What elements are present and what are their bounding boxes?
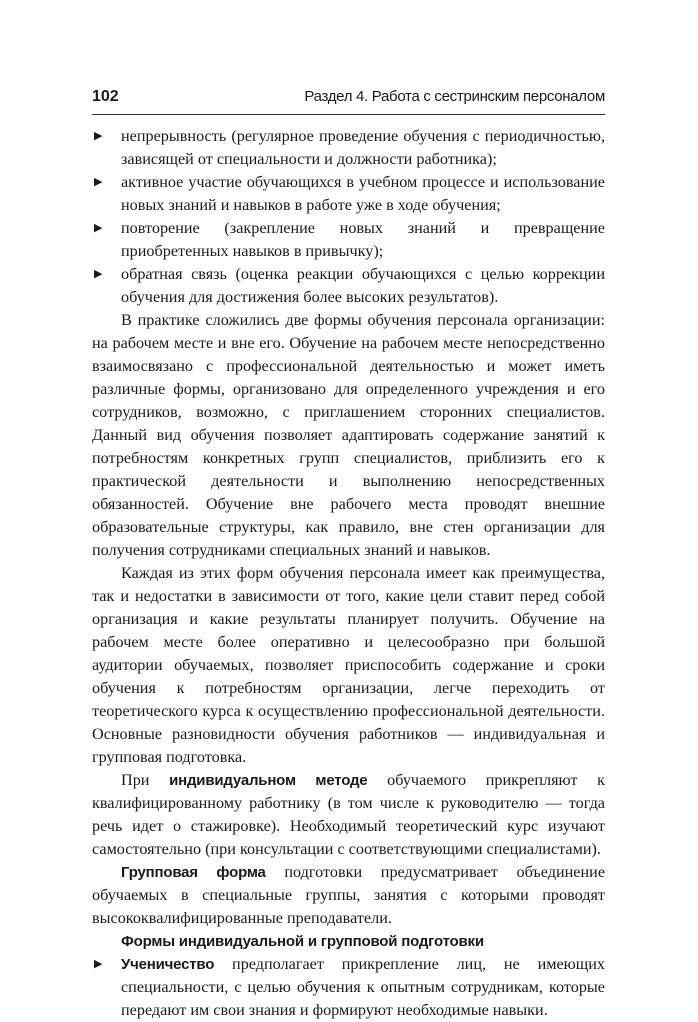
- paragraph-group-form: Групповая форма подготовки предусматривает объединение обучаемых в специальные группы, занятия с которыми проводят высококвалифицированные преподаватели.: [92, 863, 605, 927]
- triangle-bullet-icon: ▶: [94, 958, 103, 970]
- paragraph-advantages: Каждая из этих форм обучения персонала имеет как преимущества, так и недостатки в зависимости от того, какие цели ставит перед собой организация и какие результаты планирует получить. Обучение на рабочем месте более оперативно и целесообразно при большой аудитории обучаемых, позволяет приспособить содержание и сроки обучения к потребностям организации, легче переходить от теоретического курса к осуществлению профессиональной деятельности. Основные разновидности обучения работников — индивидуальная и групповая подготовка.: [92, 564, 605, 766]
- running-header: [92, 80, 605, 115]
- term-individual-method: индивидуальном методе: [169, 772, 368, 789]
- list-item: ▶ активное участие обучающихся в учебном процессе и использование новых знаний и навыков в работе уже в ходе обучения;: [94, 173, 605, 214]
- triangle-bullet-icon: ▶: [94, 130, 103, 142]
- term-apprenticeship: Ученичество: [121, 956, 215, 973]
- list-item: ▶ повторение (закрепление новых знаний и превращение приобретенных навыков в привычку);: [94, 219, 605, 260]
- list-item: ▶ обратная связь (оценка реакции обучающихся с целью коррекции обучения для достижения более высоких результатов).: [94, 265, 605, 306]
- paragraph-training-forms: В практике сложились две формы обучения персонала организации: на рабочем месте и вне его. Обучение на рабочем месте непосредственно взаимосвязано с профессиональной деятельностью и может иметь различные формы, организовано для определенного учреждения и его сотрудников, возможно, с приглашением сторонних специалистов. Данный вид обучения позволяет адаптировать содержание занятий к потребностям конкретных групп специалистов, приблизить его к практической деятельности и выполнению непосредственных обязанностей. Обучение вне рабочего места проводят внешние образовательные структуры, как правило, вне стен организации для получения сотрудниками специальных знаний и навыков.: [92, 311, 605, 559]
- triangle-bullet-icon: ▶: [94, 176, 103, 188]
- principles-list: [92, 125, 605, 309]
- subheading: Формы индивидуальной и групповой подготовки: [121, 933, 484, 950]
- triangle-bullet-icon: ▶: [94, 268, 103, 280]
- page-number: 102: [92, 88, 119, 105]
- list-item: ▶ непрерывность (регулярное проведение обучения с периодичностью, зависящей от специальности и должности работника);: [94, 127, 605, 168]
- body-text: [92, 125, 605, 1022]
- forms-list: [92, 953, 605, 1022]
- section-title: Раздел 4. Работа с сестринским персоналом: [304, 88, 605, 105]
- term-group-form: Групповая форма: [121, 864, 266, 881]
- paragraph-individual-method: При индивидуальном методе обучаемого прикрепляют к квалифицированному работнику (в том числе к руководителю — тогда речь идет о стажировке). Необходимый теоретический курс изучают самостоятельно (при консультации с соответствующими специалистами).: [92, 771, 605, 858]
- list-item: ▶ Ученичество предполагает прикрепление лиц, не имеющих специальности, с целью обучения к опытным сотрудникам, которые передают им свои знания и формируют необходимые навыки.: [94, 955, 605, 1019]
- triangle-bullet-icon: ▶: [94, 222, 103, 234]
